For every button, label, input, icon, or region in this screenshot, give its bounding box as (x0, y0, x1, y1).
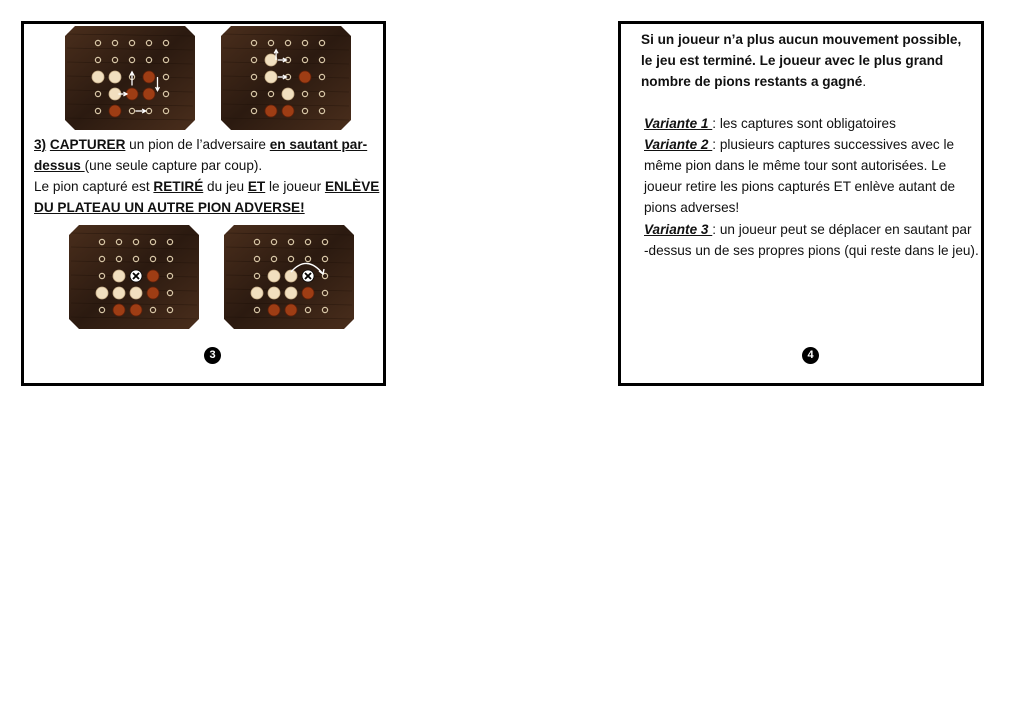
board-capture-example-1 (69, 225, 199, 329)
rules-page-4 (618, 21, 984, 386)
variant-text: : les captures sont obligatoires (712, 116, 896, 131)
variant-text: : plusieurs captures successives avec le (712, 137, 955, 152)
dark-pawn (143, 71, 155, 83)
variant-3-line-2: -dessus un de ses propres pions (qui reste dans le jeu). (644, 243, 979, 258)
light-pawn (265, 54, 277, 66)
light-pawn (113, 270, 125, 282)
dark-pawn (130, 304, 142, 316)
variant-label: Variante 2 (644, 137, 713, 152)
dark-pawn (147, 287, 159, 299)
variant-text: : un joueur peut se déplacer en sautant par (712, 222, 972, 237)
rule-emphasis: en sautant par- (269, 137, 368, 152)
end-rule-period: . (862, 74, 867, 89)
capture-rule-line-2 (34, 155, 262, 176)
rule-emphasis: RETIRÉ (153, 179, 204, 194)
dark-pawn (285, 304, 297, 316)
capture-rule-line-3 (34, 176, 379, 197)
end-rule-text: nombre de pions restants a gagné (641, 74, 863, 89)
variant-1 (644, 113, 896, 134)
capture-rule-line-4: DU PLATEAU UN AUTRE PION ADVERSE! (34, 200, 305, 215)
rule-emphasis: dessus (34, 158, 85, 173)
variant-label: Variante 1 (644, 116, 713, 131)
light-pawn (130, 287, 142, 299)
light-pawn (109, 71, 121, 83)
rule-text: du jeu (203, 179, 248, 194)
dark-pawn (282, 105, 294, 117)
light-pawn (268, 270, 280, 282)
light-pawn (113, 287, 125, 299)
dark-pawn (299, 71, 311, 83)
rule-text: (une seule capture par coup). (84, 158, 263, 173)
board-move-example-1 (65, 26, 195, 130)
variant-2-line-3: joueur retire les pions capturés ET enlève autant de (644, 179, 956, 194)
light-pawn (285, 287, 297, 299)
end-rule-line-3 (641, 71, 866, 92)
rules-page-3 (21, 21, 386, 386)
dark-pawn (143, 88, 155, 100)
rule-number: 3) (34, 137, 47, 152)
dark-pawn (109, 105, 121, 117)
dark-pawn (113, 304, 125, 316)
variant-label: Variante 3 (644, 222, 713, 237)
rule-text: un pion de l’adversaire (125, 137, 270, 152)
light-pawn (96, 287, 108, 299)
board-capture-example-2 (224, 225, 354, 329)
dark-pawn (265, 105, 277, 117)
rule-emphasis: ET (247, 179, 266, 194)
variant-3-line-1 (644, 219, 971, 240)
end-rule-line-2: le jeu est terminé. Le joueur avec le plus grand (641, 53, 944, 68)
light-pawn (251, 287, 263, 299)
variant-2-line-2: même pion dans le même tour sont autorisées. Le (644, 158, 947, 173)
rule-emphasis: ENLÈVE (324, 179, 380, 194)
end-rule-line-1: Si un joueur n’a plus aucun mouvement possible, (641, 32, 962, 47)
dark-pawn (147, 270, 159, 282)
board-move-example-2 (221, 26, 351, 130)
dark-pawn (268, 304, 280, 316)
capture-rule-line-1 (34, 134, 367, 155)
page-number-3: 3 (204, 347, 221, 364)
light-pawn (268, 287, 280, 299)
page-number-4: 4 (802, 347, 819, 364)
dark-pawn (302, 287, 314, 299)
rule-text: Le pion capturé est (34, 179, 154, 194)
light-pawn (282, 88, 294, 100)
rule-keyword: CAPTURER (49, 137, 126, 152)
variant-2-line-4: pions adverses! (644, 200, 740, 215)
variant-2-line-1 (644, 134, 954, 155)
light-pawn (265, 71, 277, 83)
light-pawn (92, 71, 104, 83)
rule-text: le joueur (265, 179, 325, 194)
